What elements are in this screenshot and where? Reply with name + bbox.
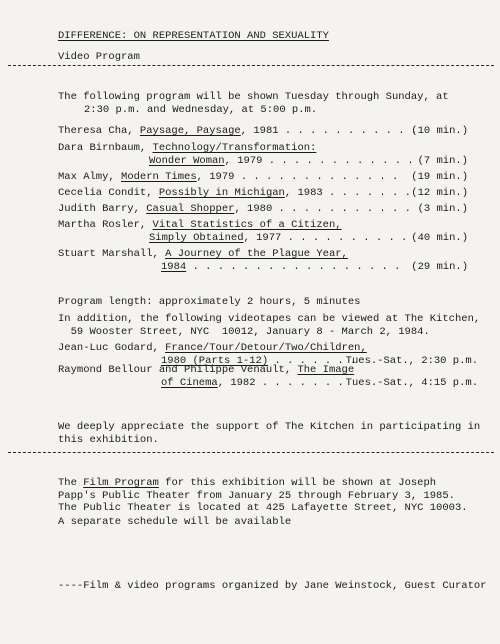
video-title-cont: 1980 (Parts 1-12) (161, 355, 269, 367)
duration: (40 min.) (411, 232, 468, 244)
document-title: DIFFERENCE: ON REPRESENTATION AND SEXUALITY (58, 30, 329, 42)
video-title: Paysage, Paysage (139, 125, 241, 137)
video-title-cont: of Cinema (161, 377, 218, 389)
film-line-3: The Public Theater is located at 425 Lafayette Street, NYC 10003. (58, 502, 468, 514)
video-title: France/Tour/Detour/Two/Children, (165, 342, 367, 354)
video-title: Technology/Transformation: (152, 142, 317, 154)
schedule: Tues.-Sat., 2:30 p.m. (345, 355, 478, 367)
video-title: A Journey of the Plague Year, (165, 248, 348, 260)
intro-line-1: The following program will be shown Tuesday through Sunday, at (58, 91, 449, 103)
program-entry: Cecelia Condit, Possibly in Michigan, 1983 . . . . . . . (12 min.) (58, 187, 468, 199)
video-title: Casual Shopper (146, 203, 235, 215)
program-entry: Martha Rosler, Vital Statistics of a Citizen, Simply Obtained, 1977 . . . . . . . . . . (40 min.) (58, 219, 468, 244)
thanks-line-1: We deeply appreciate the support of The Kitchen in participating in (58, 421, 481, 433)
program-entry: Judith Barry, Casual Shopper, 1980 . . . . . . . . . . . (3 min.) (58, 203, 468, 215)
duration: (7 min.) (417, 155, 468, 167)
program-entry: Theresa Cha, Paysage, Paysage, 1981 . . . . . . . . . . . (10 min.) (58, 125, 468, 137)
film-program-label: Film Program (83, 477, 159, 489)
extra-entry: Jean-Luc Godard, France/Tour/Detour/Two/Children, 1980 (Parts 1-12) . . . . . . . Tues.-Sat., 2:30 p.m. (58, 342, 478, 367)
addition-line-2: 59 Wooster Street, NYC 10012, January 8 - March 2, 1984. (58, 326, 430, 338)
curator-credit: ----Film & video programs organized by Jane Weinstock, Guest Curator (58, 580, 487, 592)
program-length: Program length: approximately 2 hours, 5 minutes (58, 296, 361, 308)
film-line-2: Papp's Public Theater from January 25 through February 3, 1985. (58, 490, 455, 502)
duration: (19 min.) (411, 171, 468, 183)
thanks-line-2: this exhibition. (58, 434, 159, 446)
program-entry: Dara Birnbaum, Technology/Transformation: Wonder Woman, 1979 . . . . . . . . . . . . (7 min.) (58, 142, 468, 167)
extra-entry: Raymond Bellour and Philippe Venault, The Image of Cinema, 1982 . . . . . . . Tues.-Sat., 4:15 p.m. (58, 364, 478, 389)
film-line-4: A separate schedule will be available (58, 516, 292, 528)
video-title: Vital Statistics of a Citizen, (152, 219, 342, 231)
schedule: Tues.-Sat., 4:15 p.m. (345, 377, 478, 389)
video-title-cont: Wonder Woman (149, 155, 225, 167)
intro-line-2: 2:30 p.m. and Wednesday, at 5:00 p.m. (84, 104, 318, 116)
video-title-cont: Simply Obtained (149, 232, 244, 244)
video-title-cont: 1984 (161, 261, 187, 273)
duration: (12 min.) (411, 187, 468, 199)
duration: (10 min.) (411, 125, 468, 137)
section-subtitle: Video Program (58, 51, 140, 63)
duration: (29 min.) (411, 261, 468, 273)
program-entry: Stuart Marshall, A Journey of the Plague Year, 1984 . . . . . . . . . . . . . . . . . (29 min.) (58, 248, 468, 273)
dashed-divider (8, 65, 494, 66)
duration: (3 min.) (417, 203, 468, 215)
film-line-1: The Film Program for this exhibition will be shown at Joseph (58, 477, 437, 489)
addition-line-1: In addition, the following videotapes can be viewed at The Kitchen, (58, 313, 481, 325)
video-title: Possibly in Michigan (158, 187, 285, 199)
video-title: Modern Times (121, 171, 197, 183)
dashed-divider (8, 452, 494, 453)
program-entry: Max Almy, Modern Times, 1979 . . . . . . . . . . . . . (19 min.) (58, 171, 468, 183)
video-title: The Image (297, 364, 355, 376)
